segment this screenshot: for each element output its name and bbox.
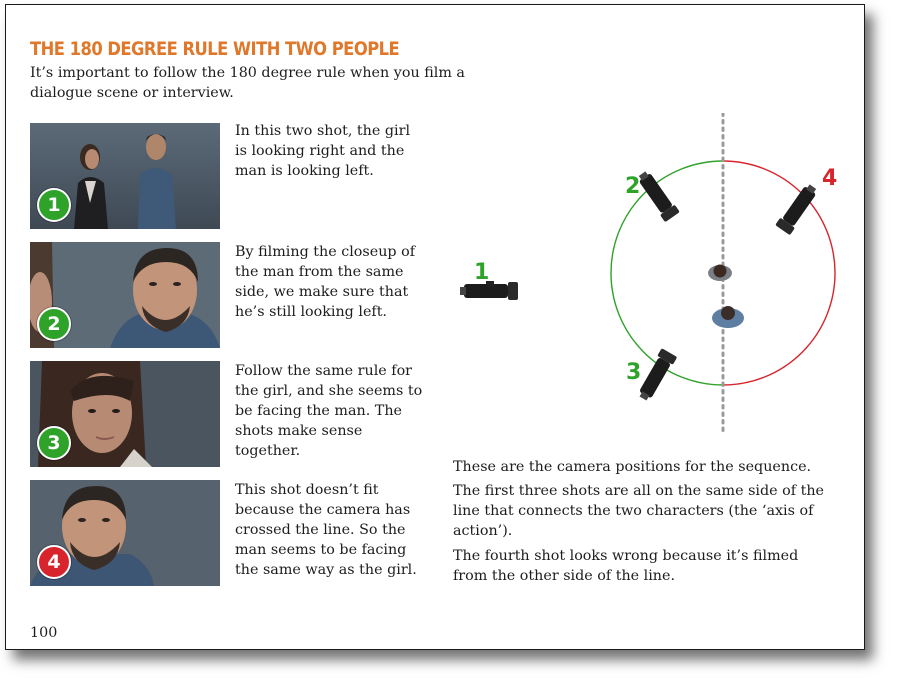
shot-1-image — [30, 123, 220, 229]
shot-2-caption: By filming the closeup of the man from the same side, we make sure that he’s still looking left. — [235, 244, 416, 320]
shot-2-image — [30, 242, 220, 348]
explanation-paragraph-2: The first three shots are all on the same side of the line that connects the two characters (the ‘axis of action’). — [453, 483, 825, 539]
shot-3-caption: Follow the same rule for the girl, and she seems to be facing the man. The shots make sense together. — [235, 363, 423, 459]
man-figure — [712, 306, 744, 328]
shot-4-caption: This shot doesn’t fit because the camera has crossed the line. So the man seems to be facing the same way as the girl. — [235, 482, 417, 578]
camera-3-icon — [635, 348, 677, 403]
shot-4-badge: 4 — [37, 545, 71, 579]
shot-2-badge: 2 — [37, 307, 71, 341]
camera-4-label: 4 — [822, 166, 838, 191]
shot-3-badge: 3 — [37, 426, 71, 460]
shot-3-image — [30, 361, 220, 467]
wrong-side-arc — [723, 161, 838, 385]
shot-1-badge: 1 — [37, 188, 71, 222]
page-number: 100 — [30, 625, 58, 641]
explanation-paragraph-1: These are the camera positions for the sequence. — [453, 459, 812, 475]
intro-text: It’s important to follow the 180 degree rule when you film a dialogue scene or interview. — [30, 65, 465, 101]
camera-3-label: 3 — [626, 360, 642, 385]
camera-position-diagram — [446, 113, 856, 443]
camera-2-label: 2 — [625, 174, 641, 199]
shot-4-image — [30, 480, 220, 586]
shot-1-caption: In this two shot, the girl is looking right and the man is looking left. — [235, 123, 411, 179]
girl-figure — [708, 265, 732, 282]
page-title: THE 180 DEGREE RULE WITH TWO PEOPLE — [30, 38, 400, 60]
explanation-paragraph-3: The fourth shot looks wrong because it’s filmed from the other side of the line. — [453, 548, 799, 584]
camera-1-label: 1 — [474, 260, 490, 285]
page — [5, 4, 865, 650]
